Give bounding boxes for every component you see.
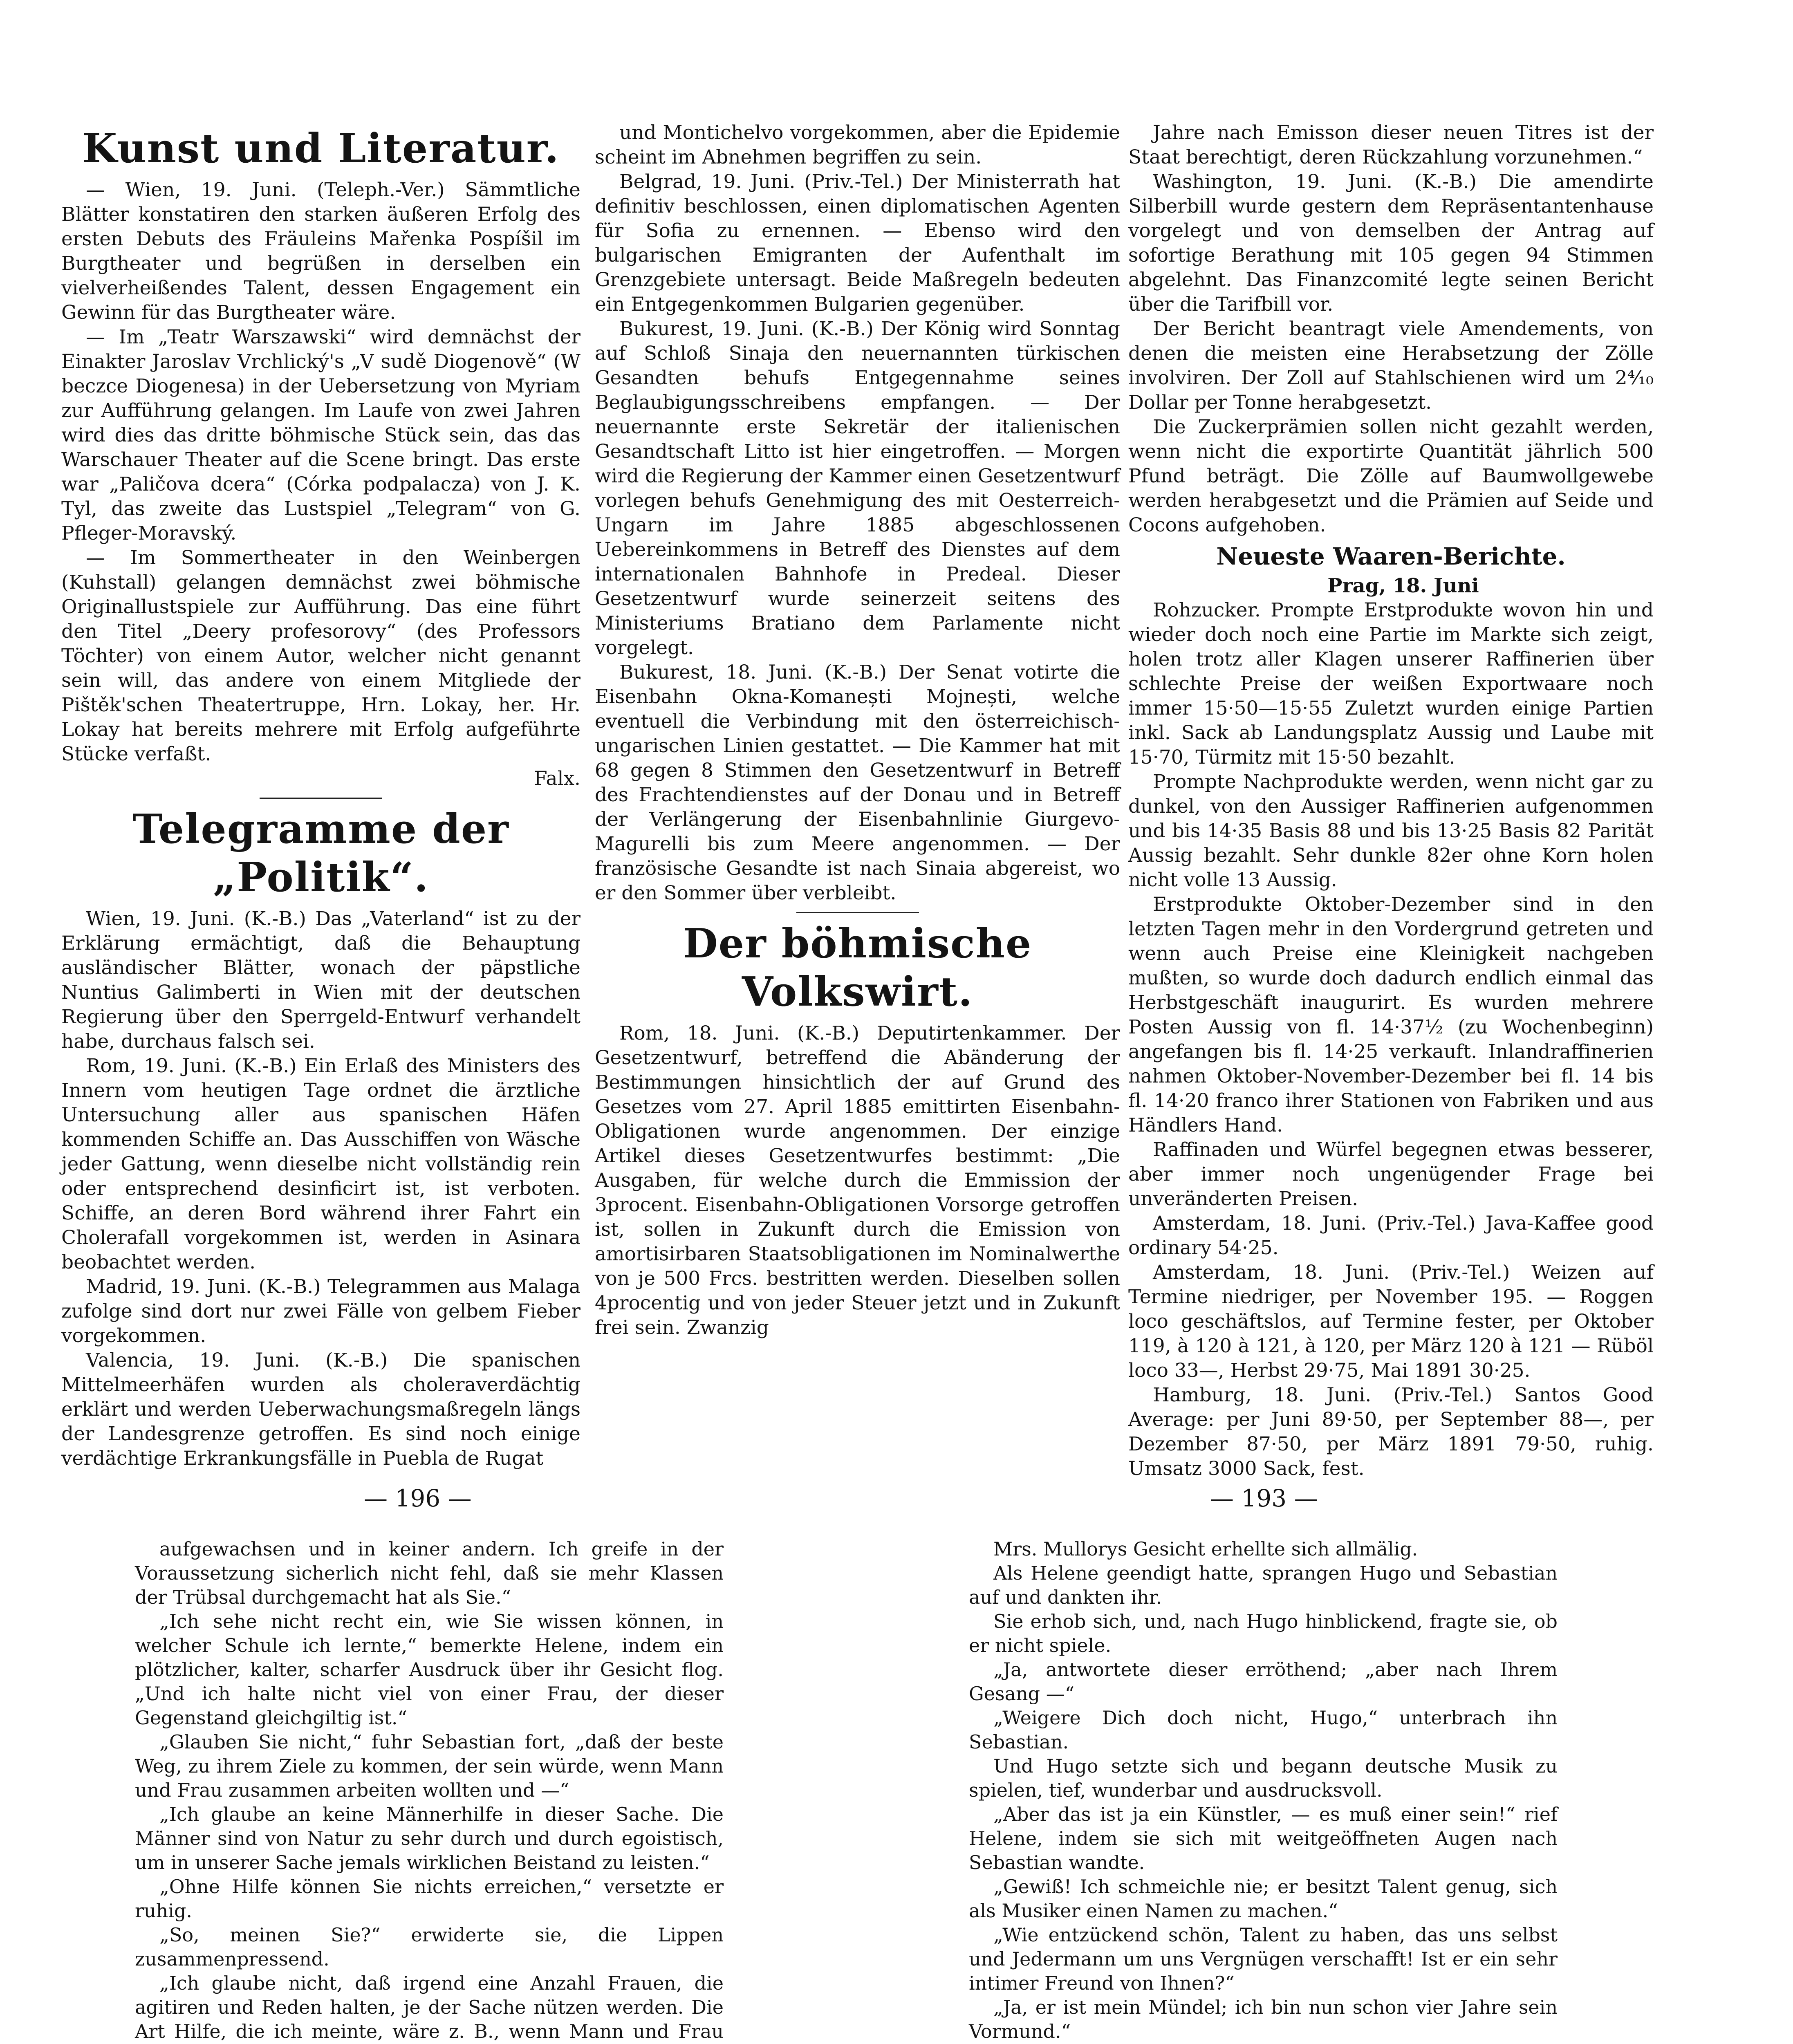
paragraph: „Gewiß! Ich schmeichle nie; er besitzt Talent genug, sich als Musiker einen Namen zu machen.“ bbox=[969, 1876, 1558, 1922]
page-number-left: — 196 — bbox=[364, 1484, 472, 1512]
paragraph: Hamburg, 18. Juni. (Priv.-Tel.) Santos Good Average: per Juni 89·50, per September 88—, per Dezember 87·50, per März 1891 79·50, ruhig. Umsatz 3000 Sack, fest. bbox=[1128, 1384, 1654, 1480]
paragraph: Amsterdam, 18. Juni. (Priv.-Tel.) Java-Kaffee good ordinary 54·25. bbox=[1128, 1212, 1654, 1259]
heading-kunst-und-literatur: Kunst und Literatur. bbox=[82, 125, 560, 172]
paragraph: Sie erhob sich, und, nach Hugo hinblickend, fragte sie, ob er nicht spiele. bbox=[969, 1610, 1558, 1656]
paragraph: Raffinaden und Würfel begegnen etwas besserer, aber immer noch ungenügender Frage bei unveränderten Preisen. bbox=[1128, 1139, 1654, 1210]
paragraph: Der Bericht beantragt viele Amendements, von denen die meisten eine Herabsetzung der Zölle involviren. Der Zoll auf Stahlschienen wird um 2⁴⁄₁₀ Dollar per Tonne herabgesetzt. bbox=[1128, 318, 1654, 414]
paragraph: — Wien, 19. Juni. (Teleph.-Ver.) Sämmtliche Blätter konstatiren den starken äußeren Erfolg des ersten Debuts des Fräuleins Mařenka Pospíšil im Burgtheater und begrüßen in derselben ein vielverheißendes Talent, dessen Engagement ein Gewinn für das Burgtheater wäre. bbox=[61, 179, 580, 324]
paragraph: „So, meinen Sie?“ erwiderte sie, die Lippen zusammenpressend. bbox=[135, 1924, 724, 1970]
paragraph: und Montichelvo vorgekommen, aber die Epidemie scheint im Abnehmen begriffen zu sein. bbox=[595, 121, 1120, 168]
paragraph: Erstprodukte Oktober-Dezember sind in den letzten Tagen mehr in den Vordergrund getreten und wenn auch Preise eine Kleinigkeit nachgeben mußten, so wurde doch dadurch endlich einmal das Herbstgeschäft inaugurirt. Es wurden mehrere Posten Aussig von fl. 14·37½ (zu Wochenbeginn) angefangen bis fl. 14·25 verkauft. Inlandraffinerien nahmen Oktober-November-Dezember bei fl. 14 bis fl. 14·20 franco ihrer Stationen von Fabriken und aus Händlers Hand. bbox=[1128, 893, 1654, 1136]
paragraph: Bukurest, 19. Juni. (K.-B.) Der König wird Sonntag auf Schloß Sinaja den neuernannten türkischen Gesandten behufs Entgegennahme seines Beglaubigungsschreibens empfangen. — Der neuernannte erste Sekretär der italienischen Gesandtschaft Litto ist hier eingetroffen. — Morgen wird die Regierung der Kammer einen Gesetzentwurf vorlegen behufs Genehmigung des mit Oesterreich-Ungarn im Jahre 1885 abgeschlossenen Uebereinkommens in Betreff des Dienstes auf dem internationalen Bahnhofe in Predeal. Dieser Gesetzentwurf wurde seinerzeit seitens des Ministeriums Bratiano dem Parlamente nicht vorgelegt. bbox=[595, 318, 1120, 659]
paragraph: Wien, 19. Juni. (K.-B.) Das „Vaterland“ ist zu der Erklärung ermächtigt, daß die Behauptung ausländischer Blätter, wonach der päpstliche Nuntius Galimberti in Wien mit der deutschen Regierung über den Sperrgeld-Entwurf verhandelt habe, durchaus falsch sei. bbox=[61, 908, 580, 1053]
paragraph: Washington, 19. Juni. (K.-B.) Die amendirte Silberbill wurde gestern dem Repräsentantenhause vorgelegt und von demselben der Antrag auf sofortige Berathung mit 105 gegen 94 Stimmen abgelehnt. Das Finanzcomité legte seinen Bericht über die Tarifbill vor. bbox=[1128, 170, 1654, 316]
column-1 bbox=[61, 121, 580, 1470]
paragraph: Rohzucker. Prompte Erstprodukte wovon hin und wieder doch noch eine Partie im Markte sich zeigt, holen trotz aller Klagen unserer Raffinerien über schlechte Preise der weißen Exportwaare noch immer 15·50—15·55 Zuletzt wurden einige Partien inkl. Sack ab Landungsplatz Aussig und Laube mit 15·70, Türmitz mit 15·50 bezahlt. bbox=[1128, 599, 1654, 769]
paragraph: Belgrad, 19. Juni. (Priv.-Tel.) Der Ministerrath hat definitiv beschlossen, einen diplomatischen Agenten für Sofia zu ernennen. — Ebenso wird den bulgarischen Emigranten der Aufenthalt im Grenzgebiete untersagt. Beide Maßregeln bedeuten ein Entgegenkommen Bulgarien gegenüber. bbox=[595, 170, 1120, 316]
paragraph: „Ich sehe nicht recht ein, wie Sie wissen können, in welcher Schule ich lernte,“ bemerkte Helene, indem ein plötzlicher, kalter, scharfer Ausdruck über ihr Gesicht flog. „Und ich halte nicht viel von einer Frau, der dieser Gegenstand gleichgiltig ist.“ bbox=[135, 1610, 724, 1729]
paragraph: Die Zuckerprämien sollen nicht gezahlt werden, wenn nicht die exportirte Quantität jährlich 500 Pfund beträgt. Die Zölle auf Baumwollgewebe werden herabgesetzt und die Prämien auf Seide und Cocons aufgehoben. bbox=[1128, 416, 1654, 536]
story-page-right bbox=[969, 1537, 1558, 2044]
paragraph: Als Helene geendigt hatte, sprangen Hugo und Sebastian auf und dankten ihr. bbox=[969, 1562, 1558, 1608]
divider bbox=[260, 798, 382, 799]
paragraph: Und Hugo setzte sich und begann deutsche Musik zu spielen, tief, wunderbar und ausdrucksvoll. bbox=[969, 1755, 1558, 1801]
paragraph: „Glauben Sie nicht,“ fuhr Sebastian fort, „daß der beste Weg, zu ihrem Ziele zu kommen, der sein würde, wenn Mann und Frau zusammen arbeiten wollten und —“ bbox=[135, 1731, 724, 1801]
paragraph: „Wie entzückend schön, Talent zu haben, das uns selbst und Jedermann um uns Vergnügen verschafft! Ist er ein sehr intimer Freund von Ihnen?“ bbox=[969, 1924, 1558, 1994]
column-3 bbox=[1128, 121, 1654, 1480]
paragraph: Rom, 19. Juni. (K.-B.) Ein Erlaß des Ministers des Innern vom heutigen Tage ordnet die ärztliche Untersuchung aller aus spanischen Häfen kommenden Schiffe an. Das Ausschiffen von Wäsche jeder Gattung, wenn dieselbe nicht vollständig rein oder entsprechend desinficirt ist, ist verboten. Schiffe, an deren Bord während ihrer Fahrt ein Cholerafall vorgekommen ist, werden in Asinara beobachtet werden. bbox=[61, 1055, 580, 1273]
paragraph: Madrid, 19. Juni. (K.-B.) Telegrammen aus Malaga zufolge sind dort nur zwei Fälle von gelbem Fieber vorgekommen. bbox=[61, 1275, 580, 1347]
heading-telegramme: Telegramme der „Politik“. bbox=[132, 806, 509, 901]
divider bbox=[796, 912, 919, 913]
column-2 bbox=[595, 121, 1120, 1339]
paragraph: Bukurest, 18. Juni. (K.-B.) Der Senat votirte die Eisenbahn Okna-Komanești Mojnești, welche eventuell die Verbindung mit den österreichisch-ungarischen Linien gestattet. — Die Kammer hat mit 68 gegen 8 Stimmen den Gesetzentwurf in Betreff des Frachtendienstes auf der Donau und in Betreff der Verlängerung der Eisenbahnlinie Giurgevo-Magurelli bis zum Meere angenommen. — Der französische Gesandte ist nach Sinaia abgereist, wo er den Sommer über verbleibt. bbox=[595, 661, 1120, 904]
paragraph: Amsterdam, 18. Juni. (Priv.-Tel.) Weizen auf Termine niedriger, per November 195. — Roggen loco geschäftslos, auf Termine fester, per Oktober 119, à 120 à 121, à 120, per März 120 à 121 — Rüböl loco 33—, Herbst 29·75, Mai 1891 30·25. bbox=[1128, 1261, 1654, 1382]
paragraph: — Im „Teatr Warszawski“ wird demnächst der Einakter Jaroslav Vrchlický's „V sudě Diogenově“ (W beczce Diogenesa) in der Uebersetzung von Myriam zur Aufführung gelangen. Im Laufe von zwei Jahren wird dies das dritte böhmische Stück sein, das das Warschauer Theater auf die Scene bringt. Das erste war „Paličova dcera“ (Córka podpalacza) von J. K. Tyl, das zweite das Lustspiel „Telegram“ von G. Pfleger-Moravský. bbox=[61, 326, 580, 545]
signature: Falx. bbox=[534, 767, 580, 790]
paragraph: „Ich glaube an keine Männerhilfe in dieser Sache. Die Männer sind von Natur zu sehr durch und durch egoistisch, um in unserer Sache jemals wirklichen Beistand zu leisten.“ bbox=[135, 1803, 724, 1874]
paragraph: „Weigere Dich doch nicht, Hugo,“ unterbrach ihn Sebastian. bbox=[969, 1707, 1558, 1753]
paragraph: „Ohne Hilfe können Sie nichts erreichen,“ versetzte er ruhig. bbox=[135, 1876, 724, 1922]
paragraph: Valencia, 19. Juni. (K.-B.) Die spanischen Mittelmeerhäfen wurden als choleraverdächtig erklärt und werden Ueberwachungsmaßregeln längs der Landesgrenze getroffen. Es sind noch einige verdächtige Erkrankungsfälle in Puebla de Rugat bbox=[61, 1349, 580, 1470]
paragraph: Rom, 18. Juni. (K.-B.) Deputirtenkammer. Der Gesetzentwurf, betreffend die Abänderung der Bestimmungen hinsichtlich der auf Grund des Gesetzes vom 27. April 1885 emittirten Eisenbahn-Obligationen wurde angenommen. Der einzige Artikel dieses Gesetzentwurfes bestimmt: „Die Ausgaben, für welche durch die Emmission der 3procent. Eisenbahn-Obligationen Vorsorge getroffen ist, sollen in Zukunft durch die Emission von amortisirbaren Staatsobligationen im Nominalwerthe von je 500 Frcs. bestritten werden. Dieselben sollen 4procentig und von jeder Steuer jetzt und in Zukunft frei sein. Zwanzig bbox=[595, 1022, 1120, 1339]
paragraph: Prompte Nachprodukte werden, wenn nicht gar zu dunkel, von den Aussiger Raffinerien aufgenommen und bis 14·35 Basis 88 und bis 13·25 Basis 82 Parität Aussig bezahlt. Sehr dunkle 82er ohne Korn holen nicht volle 13 Aussig. bbox=[1128, 771, 1654, 891]
paragraph: „Ja, er ist mein Mündel; ich bin nun schon vier Jahre sein Vormund.“ bbox=[969, 1996, 1558, 2042]
story-page-left bbox=[135, 1537, 724, 2044]
paragraph: Jahre nach Emisson dieser neuen Titres ist der Staat berechtigt, deren Rückzahlung vorzunehmen.“ bbox=[1128, 121, 1654, 168]
paragraph: — Im Sommertheater in den Weinbergen (Kuhstall) gelangen demnächst zwei böhmische Originallustspiele zur Aufführung. Das eine führt den Titel „Deery profesorovy“ (des Professors Töchter) von einem Autor, welcher nicht genannt sein will, das andere von einem Mitgliede der Pištěk'schen Theatertruppe, Hrn. Lokay, her. Hr. Lokay hat bereits mehrere mit Erfolg aufgeführte Stücke verfaßt. bbox=[61, 547, 580, 765]
paragraph: „Ich glaube nicht, daß irgend eine Anzahl Frauen, die agitiren und Reden halten, je der Sache nützen werden. Die Art Hilfe, die ich meinte, wäre z. B., wenn Mann und Frau bbox=[135, 1972, 724, 2042]
paragraph: Mrs. Mullorys Gesicht erhellte sich allmälig. bbox=[993, 1538, 1418, 1560]
paragraph: „Aber das ist ja ein Künstler, — es muß einer sein!“ rief Helene, indem sie sich mit weitgeöffneten Augen nach Sebastian wandte. bbox=[969, 1803, 1558, 1874]
heading-der-boehmische-volkswirt: Der böhmische Volkswirt. bbox=[683, 920, 1032, 1015]
place-date: Prag, 18. Juni bbox=[1327, 574, 1479, 597]
paragraph: aufgewachsen und in keiner andern. Ich greife in der Voraussetzung sicherlich nicht fehl, daß sie mehr Klassen der Trübsal durchgemacht hat als Sie.“ bbox=[135, 1538, 724, 1608]
page-number-right: — 193 — bbox=[1210, 1484, 1318, 1512]
heading-neueste-waaren-berichte: Neueste Waaren-Berichte. bbox=[1216, 542, 1566, 570]
paragraph: „Ja, antwortete dieser erröthend; „aber nach Ihrem Gesang —“ bbox=[969, 1659, 1558, 1705]
